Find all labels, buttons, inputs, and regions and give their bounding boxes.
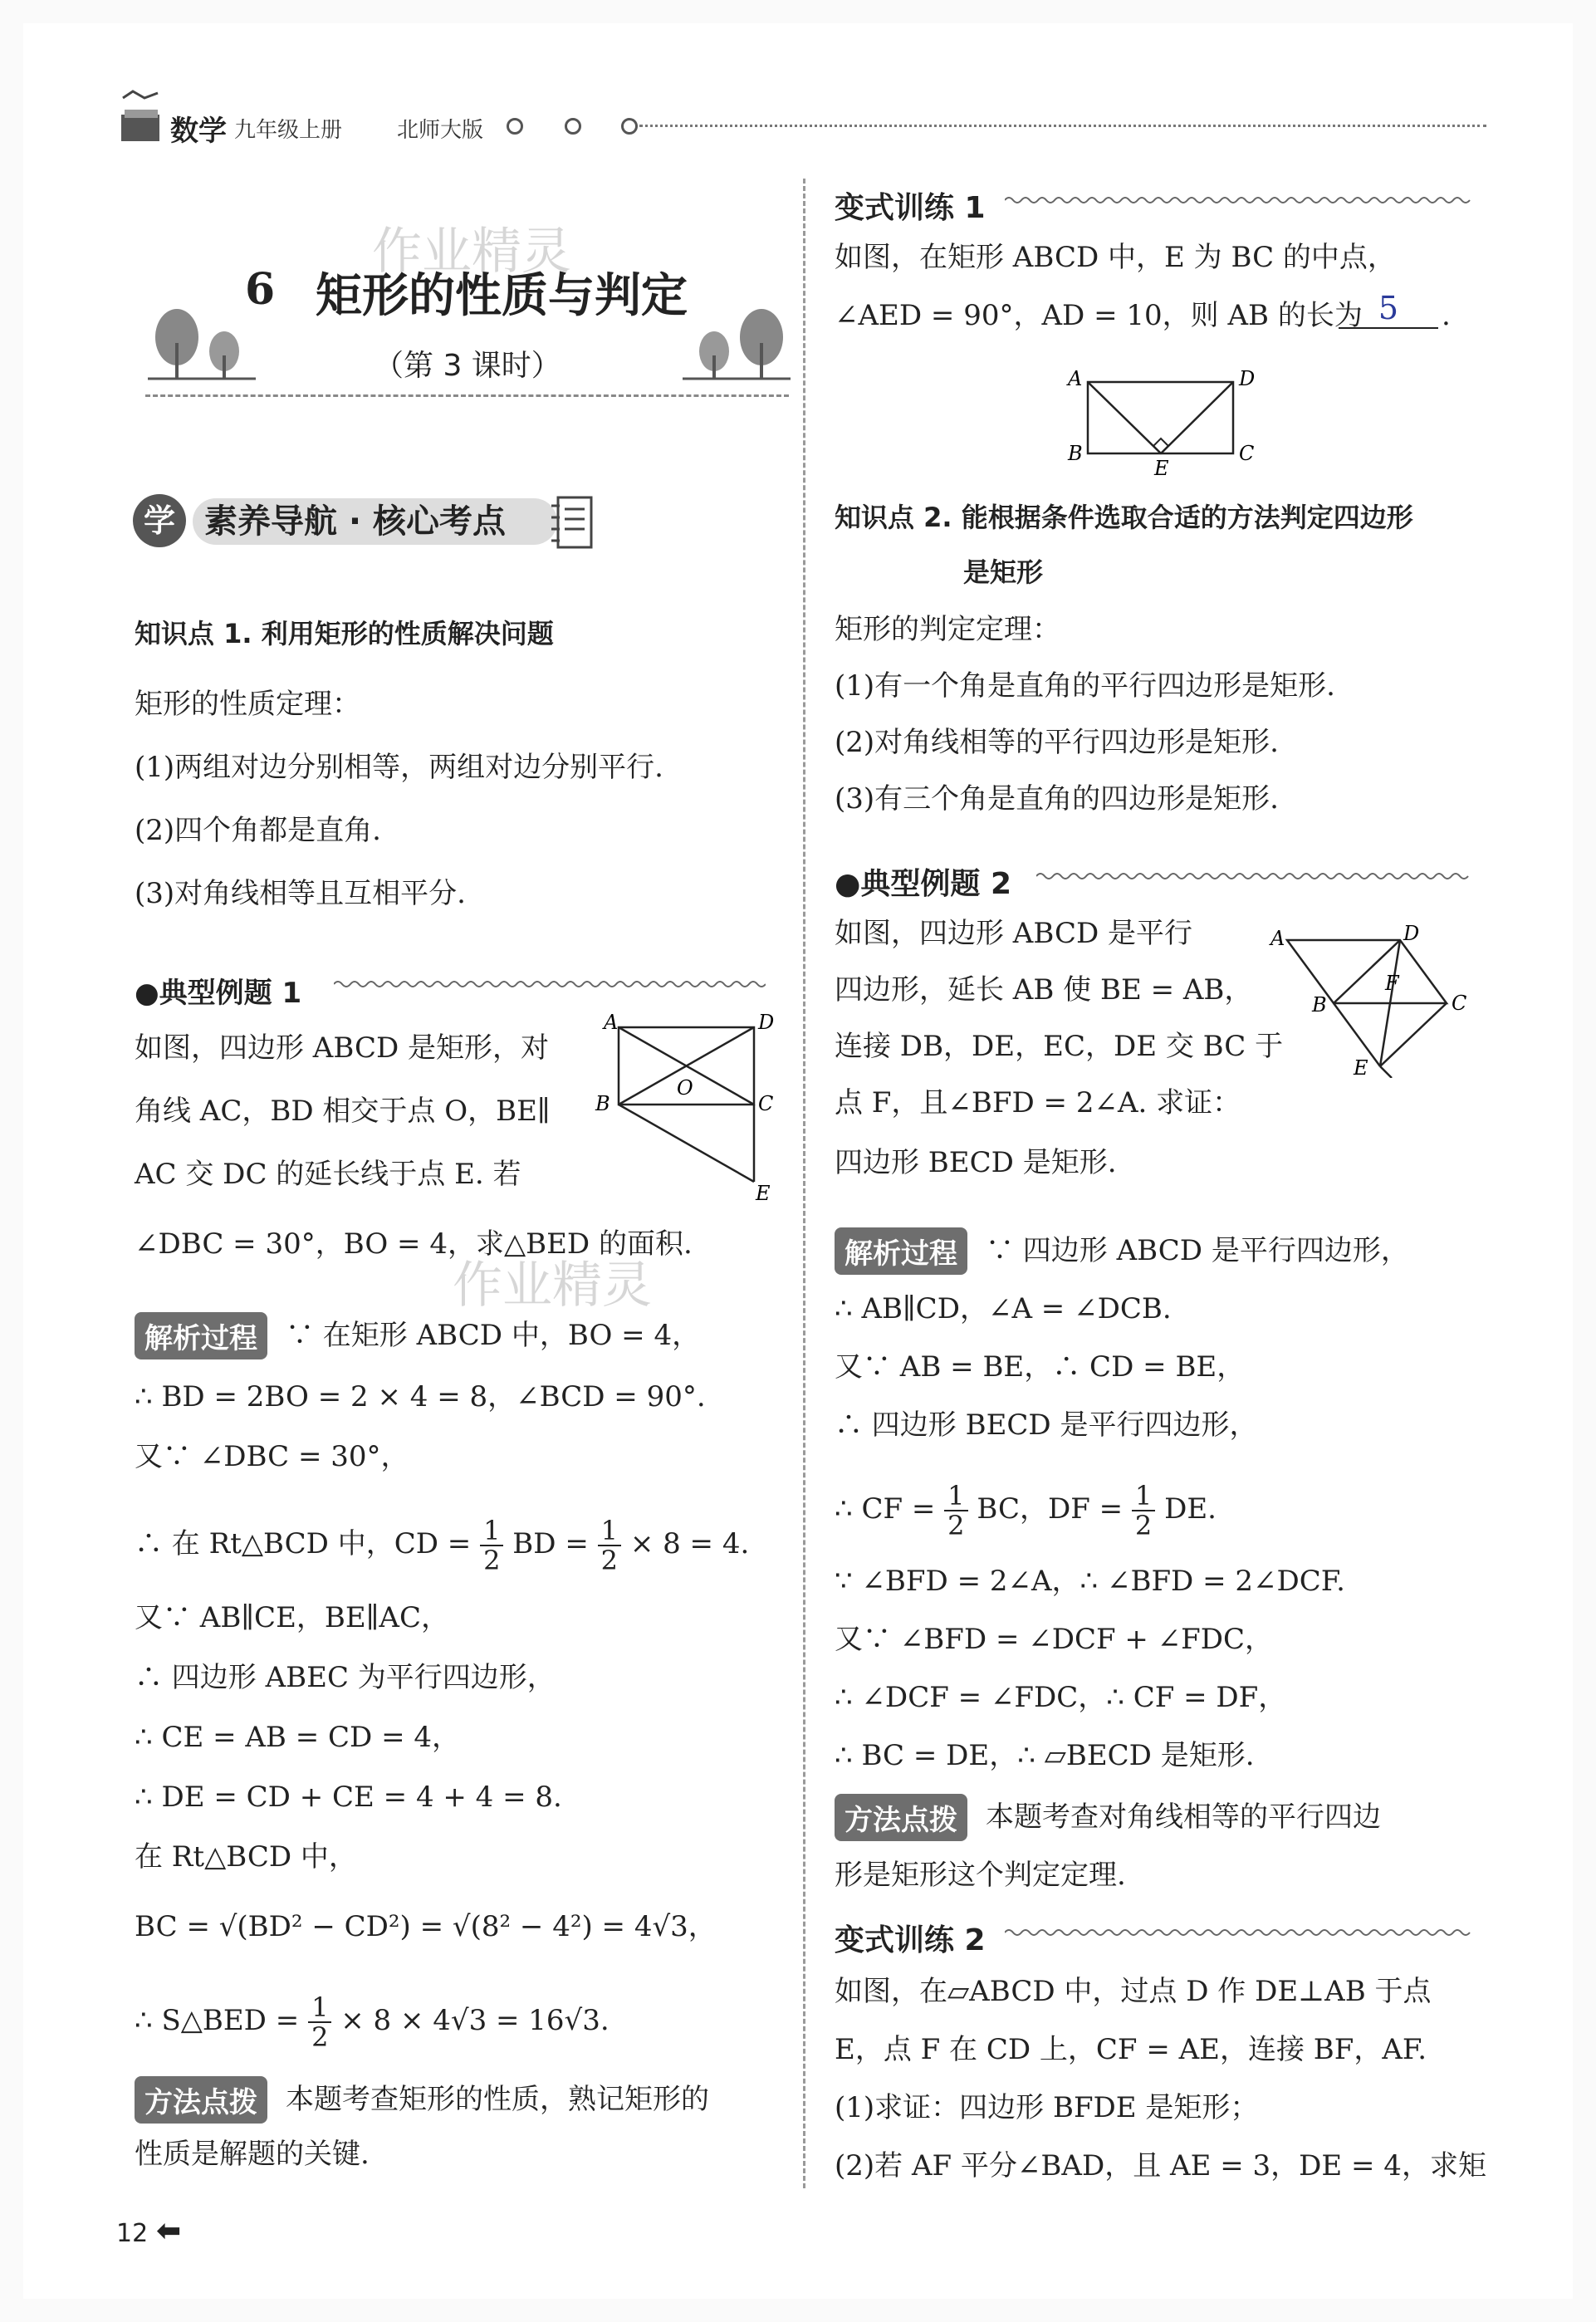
- solution1-line: ∴ DE = CD + CE = 4 + 4 = 8.: [135, 1781, 562, 1814]
- method2-line: 形是矩形这个判定定理.: [835, 1859, 1126, 1892]
- solution1-line: ∴ CE = AB = CD = 4，: [135, 1721, 461, 1754]
- method-tag: 方法点拨: [835, 1794, 967, 1841]
- header-dot-icon: [507, 118, 523, 135]
- figure-rectangle-aed: [1055, 364, 1270, 480]
- arrow-left-icon: ⬅: [156, 2214, 182, 2248]
- variant1-line: 如图，在矩形 ABCD 中，E 为 BC 的中点，: [835, 241, 1396, 274]
- method2-line: 本题考查对角线相等的平行四边: [986, 1800, 1381, 1834]
- solution2-line: 又∵ ∠BFD = ∠DCF + ∠FDC，: [835, 1623, 1274, 1656]
- analysis-tag: 解析过程: [135, 1312, 267, 1359]
- kp1-title: 知识点 1. 利用矩形的性质解决问题: [135, 618, 554, 649]
- variant2-line: 如图，在▱ABCD 中，过点 D 作 DE⊥AB 于点: [835, 1975, 1432, 2008]
- example2-title: ●典型例题 2: [835, 867, 1011, 901]
- analysis-tag: 解析过程: [835, 1227, 967, 1275]
- wavy-rule: [1036, 870, 1472, 882]
- solution1-line: 在 Rt△BCD 中，: [135, 1840, 357, 1874]
- fig3-label: C: [1452, 992, 1467, 1015]
- fig1-label: C: [758, 1092, 774, 1115]
- section-badge: 学: [133, 494, 186, 547]
- fig2-label: E: [1154, 457, 1169, 480]
- fig1-label: B: [595, 1092, 610, 1115]
- method1-line: 本题考查矩形的性质，熟记矩形的: [286, 2083, 709, 2116]
- kp2-line: (1)有一个角是直角的平行四边形是矩形.: [835, 669, 1335, 703]
- fig2-label: D: [1239, 367, 1256, 390]
- variant2-title: 变式训练 2: [835, 1923, 986, 1957]
- lesson-number: 6: [245, 264, 276, 315]
- fig3-label: A: [1270, 927, 1285, 950]
- fig1-label: A: [604, 1011, 619, 1034]
- lesson-title: 矩形的性质与判定: [316, 269, 688, 323]
- variant1-line: ∠AED = 90°，AD = 10，则 AB 的长为: [835, 299, 1363, 332]
- fig1-label: O: [677, 1076, 693, 1100]
- kp1-line: (2)四个角都是直角.: [135, 814, 381, 847]
- fig2-label: C: [1239, 442, 1255, 465]
- header-subject: 数学: [170, 115, 227, 148]
- kp2-line: (3)有三个角是直角的四边形是矩形.: [835, 782, 1279, 816]
- example1-line: 如图，四边形 ABCD 是矩形，对: [135, 1031, 550, 1065]
- example1-line: AC 交 DC 的延长线于点 E. 若: [135, 1158, 521, 1191]
- wavy-rule: [1005, 194, 1474, 206]
- solution2-line: ∴ AB∥CD，∠A = ∠DCB.: [835, 1292, 1172, 1325]
- kp1-line: (3)对角线相等且互相平分.: [135, 877, 466, 910]
- figure-parallelogram-abcd: [1262, 912, 1478, 1078]
- variant1-title: 变式训练 1: [835, 191, 986, 225]
- variant2-line: (1)求证：四边形 BFDE 是矩形；: [835, 2091, 1259, 2124]
- fig2-label: B: [1068, 442, 1083, 465]
- kp1-line: 矩形的性质定理：: [135, 688, 360, 721]
- fig1-label: E: [756, 1182, 771, 1204]
- solution2-line: ∴ ∠DCF = ∠FDC，∴ CF = DF，: [835, 1681, 1287, 1714]
- title-divider: [145, 394, 789, 397]
- solution1-line: ∴ S△BED = $\frac{1}{2}$ × 8 × 4√3 = 16√3.: [135, 1991, 610, 2053]
- example1-title: ●典型例题 1: [135, 977, 302, 1010]
- example2-line: 点 F，且∠BFD = 2∠A. 求证：: [835, 1086, 1241, 1119]
- fig3-label: F: [1385, 972, 1399, 995]
- tree-decoration-icon: [148, 306, 256, 380]
- example1-line: 角线 AC，BD 相交于点 O，BE∥: [135, 1095, 551, 1128]
- solution1-line: 又∵ AB∥CE，BE∥AC，: [135, 1601, 449, 1634]
- watermark: 作业精灵: [372, 223, 571, 281]
- section-title: 素养导航 · 核心考点: [193, 498, 557, 545]
- period: .: [1442, 299, 1451, 332]
- example2-line: 四边形，延长 AB 使 BE = AB，: [835, 973, 1253, 1007]
- solution1-line: 又∵ ∠DBC = 30°，: [135, 1440, 409, 1473]
- kp2-line: (2)对角线相等的平行四边形是矩形.: [835, 726, 1279, 759]
- watermark: 作业精灵: [453, 1257, 652, 1315]
- kp2-title: 知识点 2. 能根据条件选取合适的方法判定四边形: [835, 502, 1413, 533]
- solution2-line: ∵ ∠BFD = 2∠A，∴ ∠BFD = 2∠DCF.: [835, 1565, 1345, 1598]
- fig3-label: B: [1312, 993, 1327, 1016]
- solution2-line: ∴ BC = DE，∴ ▱BECD 是矩形.: [835, 1739, 1255, 1772]
- tree-decoration-icon: [683, 306, 791, 380]
- kp2-line: 矩形的判定定理：: [835, 613, 1060, 646]
- solution2-line: ∴ CF = $\frac{1}{2}$ BC，DF = $\frac{1}{2}$ DE.: [835, 1480, 1217, 1541]
- kp2-title-cont: 是矩形: [963, 556, 1044, 588]
- fig3-label: E: [1354, 1056, 1368, 1078]
- kp1-line: (1)两组对边分别相等，两组对边分别平行.: [135, 751, 663, 784]
- header-divider: [639, 125, 1486, 127]
- solution1-line: ∴ 在 Rt△BCD 中，CD = $\frac{1}{2}$ BD = $\frac{1}{2}$ × 8 = 4.: [135, 1515, 750, 1576]
- solution1-line: ∵ 在矩形 ABCD 中，BO = 4，: [286, 1319, 701, 1352]
- wavy-rule: [1005, 1927, 1474, 1938]
- lesson-session: （第 3 课时）: [374, 349, 561, 383]
- solution1-line: ∴ BD = 2BO = 2 × 4 = 8，∠BCD = 90°.: [135, 1380, 706, 1413]
- wavy-rule: [334, 978, 766, 990]
- figure-rectangle-abcd: [585, 1009, 776, 1204]
- header-dot-icon: [621, 118, 638, 135]
- header-dot-icon: [565, 118, 581, 135]
- fig2-label: A: [1068, 367, 1083, 390]
- solution1-line: BC = √(BD² − CD²) = √(8² − 4²) = 4√3，: [135, 1910, 717, 1943]
- header-edition: 北师大版: [397, 118, 484, 143]
- method-tag: 方法点拨: [135, 2076, 267, 2124]
- example2-line: 如图，四边形 ABCD 是平行: [835, 917, 1193, 950]
- example2-line: 连接 DB，DE，EC，DE 交 BC 于: [835, 1030, 1284, 1063]
- fig1-label: D: [758, 1011, 775, 1034]
- variant1-answer: 5: [1339, 289, 1438, 329]
- notebook-icon: [550, 494, 596, 552]
- fig3-label: D: [1403, 922, 1420, 945]
- solution2-line: 又∵ AB = BE，∴ CD = BE，: [835, 1350, 1246, 1384]
- example1-line: ∠DBC = 30°，BO = 4，求△BED 的面积.: [135, 1227, 693, 1261]
- variant2-line: (2)若 AF 平分∠BAD，且 AE = 3，DE = 4，求矩: [835, 2149, 1486, 2182]
- variant2-line: E，点 F 在 CD 上，CF = AE，连接 BF，AF.: [835, 2033, 1427, 2066]
- column-divider: [803, 179, 805, 2188]
- example2-line: 四边形 BECD 是矩形.: [835, 1146, 1117, 1179]
- book-logo-icon: [116, 90, 166, 148]
- solution1-line: ∴ 四边形 ABEC 为平行四边形，: [135, 1661, 556, 1694]
- page-number: 12: [116, 2219, 149, 2248]
- solution2-line: ∴ 四边形 BECD 是平行四边形，: [835, 1408, 1258, 1442]
- header-grade: 九年级上册: [234, 118, 343, 143]
- solution2-line: ∵ 四边形 ABCD 是平行四边形，: [986, 1234, 1409, 1267]
- method1-line: 性质是解题的关键.: [135, 2138, 370, 2171]
